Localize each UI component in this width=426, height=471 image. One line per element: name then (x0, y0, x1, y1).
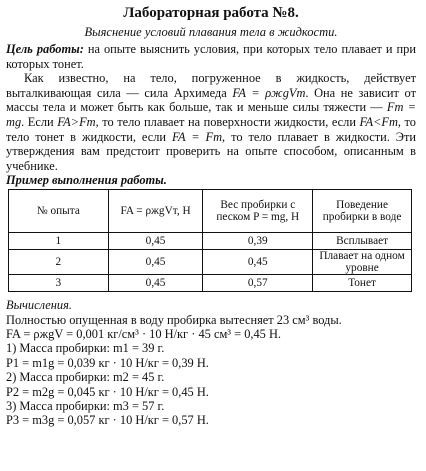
calc-line-mass-2: 2) Масса пробирки: m2 = 45 г. (6, 370, 165, 385)
goal-text: на опыте выяснить условия, при которых тело плавает и при которых тонет. (6, 42, 416, 71)
archimedes-formula: FA = ρжgVт (232, 85, 306, 100)
theory-text-5: , то тело тонет в жидкости, если (6, 114, 416, 144)
calc-line-weight-1: P1 = m1g = 0,039 кг · 10 Н/кг = 0,39 Н. (6, 355, 209, 370)
calc-line-mass-3: 3) Масса пробирки: m3 = 57 г. (6, 398, 165, 413)
condition-equal: FA = Fт (171, 129, 223, 144)
goal-label: Цель работы: (6, 42, 84, 56)
calc-line-displaced-volume: Полностью опущенная в воду пробирка вытесняет 23 см³ воды. (6, 312, 342, 327)
cell-behavior: Плавает на одном уровне (313, 249, 412, 274)
cell-number: 2 (9, 249, 109, 274)
cell-force: 0,45 (108, 232, 203, 249)
theory-text-3: . Если (21, 114, 58, 129)
header-tube-behavior: Поведение пробирки в воде (313, 189, 412, 232)
page-title: Лабораторная работа №8. (123, 5, 299, 21)
theory-text-2: . Она не зависит от массы тела и может быть как больше, так и меньше силы тяжести — (6, 85, 416, 115)
calculations-label: Вычисления. (6, 297, 72, 312)
table-row (9, 232, 412, 249)
cell-weight: 0,57 (203, 274, 313, 291)
theory-paragraph (6, 71, 416, 173)
calc-line-archimedes-force: FA = ρжgV = 0,001 кг/см³ · 10 Н/кг · 45 см³ = 0,45 Н. (6, 326, 282, 341)
results-table (8, 189, 412, 292)
header-experiment-number: № опыта (9, 189, 109, 232)
cell-number: 3 (9, 274, 109, 291)
header-archimedes-force: FA = ρжgVт, Н (108, 189, 203, 232)
goal-paragraph (6, 42, 416, 71)
theory-text-4: , то тело плавает на поверхности жидкости, если (95, 114, 360, 129)
calc-line-weight-3: P3 = m3g = 0,057 кг · 10 Н/кг = 0,57 Н. (6, 413, 209, 428)
page-subtitle: Выяснение условий плавания тела в жидкости. (84, 25, 338, 39)
theory-text-6: , то тело плавает в жидкости. Эти утверждения вам предстоит проверить на опыте способом, описанным в учебнике. (6, 129, 416, 173)
theory-text-1: Как известно, на тело, погруженное в жидкость, действует выталкивающая сила — сила Архимеда (6, 71, 416, 100)
calc-line-weight-2: P2 = m2g = 0,045 кг · 10 Н/кг = 0,45 Н. (6, 384, 209, 399)
cell-behavior: Тонет (313, 274, 412, 291)
example-label: Пример выполнения работы. (6, 173, 167, 188)
cell-force: 0,45 (108, 249, 203, 274)
cell-behavior: Всплывает (313, 232, 412, 249)
cell-force: 0,45 (108, 274, 203, 291)
table-row (9, 274, 412, 291)
cell-weight: 0,39 (203, 232, 313, 249)
cell-weight: 0,45 (203, 249, 313, 274)
condition-sink: FA<Fт (359, 114, 398, 129)
header-tube-weight: Вес пробирки с песком P = mg, Н (203, 189, 313, 232)
calc-line-mass-1: 1) Масса пробирки: m1 = 39 г. (6, 341, 165, 356)
table-header-row (9, 189, 412, 232)
gravity-formula: Fт = mg (6, 100, 416, 129)
condition-float: FA>Fт (57, 114, 96, 129)
cell-number: 1 (9, 232, 109, 249)
table-row (9, 249, 412, 274)
